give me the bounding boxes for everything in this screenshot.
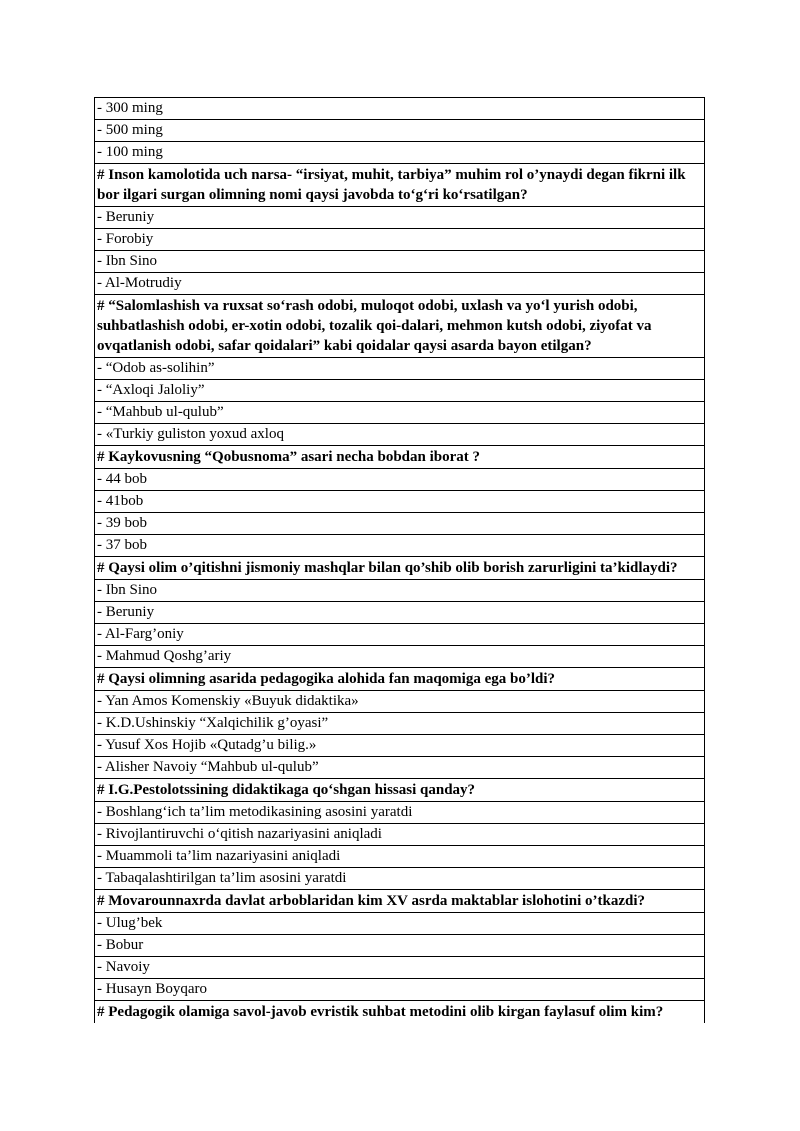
answer-option-row bbox=[95, 402, 705, 424]
answer-option-text: - Forobiy bbox=[95, 229, 705, 251]
answer-option-text: - 41bob bbox=[95, 491, 705, 513]
answer-option-row bbox=[95, 957, 705, 979]
question-row bbox=[95, 295, 705, 358]
question-text: # Qaysi olimning asarida pedagogika alohida fan maqomiga ega bo’ldi? bbox=[95, 668, 705, 691]
question-text: # Qaysi olim o’qitishni jismoniy mashqlar bilan qo’shib olib borish zarurligini ta’kidlaydi? bbox=[95, 557, 705, 580]
answer-option-row bbox=[95, 846, 705, 868]
answer-option-text: - Yusuf Xos Hojib «Qutadg’u bilig.» bbox=[95, 735, 705, 757]
question-row bbox=[95, 557, 705, 580]
answer-option-row bbox=[95, 98, 705, 120]
answer-option-row bbox=[95, 142, 705, 164]
answer-option-row bbox=[95, 691, 705, 713]
answer-option-text: - «Turkiy guliston yoxud axloq bbox=[95, 424, 705, 446]
answer-option-text: - 500 ming bbox=[95, 120, 705, 142]
answer-option-text: - Ulug’bek bbox=[95, 913, 705, 935]
question-text: # I.G.Pestolotssining didaktikaga qo‘shgan hissasi qanday? bbox=[95, 779, 705, 802]
answer-option-text: - Bobur bbox=[95, 935, 705, 957]
answer-option-row bbox=[95, 757, 705, 779]
answer-option-row bbox=[95, 251, 705, 273]
answer-option-text: - Beruniy bbox=[95, 207, 705, 229]
answer-option-text: - Tabaqalashtirilgan ta’lim asosini yaratdi bbox=[95, 868, 705, 890]
answer-option-text: - Navoiy bbox=[95, 957, 705, 979]
answer-option-row bbox=[95, 120, 705, 142]
question-text: # Inson kamolotida uch narsa- “irsiyat, muhit, tarbiya” muhim rol o’ynaydi degan fikrni ilk bor ilgari surgan olimning nomi qaysi javobda to‘g‘ri ko‘rsatilgan? bbox=[95, 164, 705, 207]
answer-option-row bbox=[95, 624, 705, 646]
answer-option-text: - “Mahbub ul-qulub” bbox=[95, 402, 705, 424]
answer-option-text: - Husayn Boyqaro bbox=[95, 979, 705, 1001]
question-row bbox=[95, 668, 705, 691]
question-row bbox=[95, 890, 705, 913]
answer-option-row bbox=[95, 273, 705, 295]
question-text: # Kaykovusning “Qobusnoma” asari necha bobdan iborat ? bbox=[95, 446, 705, 469]
answer-option-text: - K.D.Ushinskiy “Xalqichilik g’oyasi” bbox=[95, 713, 705, 735]
answer-option-row bbox=[95, 602, 705, 624]
answer-option-row bbox=[95, 713, 705, 735]
answer-option-row bbox=[95, 735, 705, 757]
quiz-table bbox=[94, 97, 705, 1023]
question-text: # “Salomlashish va ruxsat so‘rash odobi, muloqot odobi, uxlash va yo‘l yurish odobi, suhbatlashish odobi, er-xotin odobi, tozalik qoi-dalari, mehmon kutsh odobi, ziyofat va ovqatlanish odobi, safar qoidalari” kabi qoidalar qaysi asarda bayon etilgan? bbox=[95, 295, 705, 358]
answer-option-row bbox=[95, 580, 705, 602]
answer-option-row bbox=[95, 513, 705, 535]
answer-option-row bbox=[95, 913, 705, 935]
answer-option-row bbox=[95, 646, 705, 668]
answer-option-text: - Rivojlantiruvchi o‘qitish nazariyasini aniqladi bbox=[95, 824, 705, 846]
answer-option-text: - Muammoli ta’lim nazariyasini aniqladi bbox=[95, 846, 705, 868]
answer-option-row bbox=[95, 229, 705, 251]
answer-option-row bbox=[95, 469, 705, 491]
answer-option-text: - 300 ming bbox=[95, 98, 705, 120]
answer-option-row bbox=[95, 979, 705, 1001]
answer-option-text: - Al-Farg’oniy bbox=[95, 624, 705, 646]
question-text: # Movarounnaxrda davlat arboblaridan kim XV asrda maktablar islohotini o’tkazdi? bbox=[95, 890, 705, 913]
answer-option-text: - Mahmud Qoshg’ariy bbox=[95, 646, 705, 668]
answer-option-row bbox=[95, 358, 705, 380]
answer-option-row bbox=[95, 824, 705, 846]
question-row bbox=[95, 164, 705, 207]
answer-option-row bbox=[95, 935, 705, 957]
answer-option-text: - 39 bob bbox=[95, 513, 705, 535]
answer-option-text: - “Axloqi Jaloliy” bbox=[95, 380, 705, 402]
answer-option-row bbox=[95, 868, 705, 890]
answer-option-text: - 44 bob bbox=[95, 469, 705, 491]
answer-option-row bbox=[95, 207, 705, 229]
quiz-table-body bbox=[95, 98, 705, 1024]
answer-option-text: - “Odob as-solihin” bbox=[95, 358, 705, 380]
answer-option-text: - Al-Motrudiy bbox=[95, 273, 705, 295]
question-row bbox=[95, 779, 705, 802]
question-text: # Pedagogik olamiga savol-javob evristik suhbat metodini olib kirgan faylasuf olim kim? bbox=[95, 1001, 705, 1024]
answer-option-row bbox=[95, 491, 705, 513]
answer-option-text: - Alisher Navoiy “Mahbub ul-qulub” bbox=[95, 757, 705, 779]
answer-option-text: - Yan Amos Komenskiy «Buyuk didaktika» bbox=[95, 691, 705, 713]
question-row bbox=[95, 446, 705, 469]
answer-option-text: - 37 bob bbox=[95, 535, 705, 557]
document-page bbox=[94, 97, 705, 1023]
answer-option-text: - Boshlang‘ich ta’lim metodikasining asosini yaratdi bbox=[95, 802, 705, 824]
answer-option-row bbox=[95, 535, 705, 557]
answer-option-text: - Ibn Sino bbox=[95, 251, 705, 273]
answer-option-row bbox=[95, 424, 705, 446]
answer-option-text: - 100 ming bbox=[95, 142, 705, 164]
question-row bbox=[95, 1001, 705, 1024]
answer-option-text: - Ibn Sino bbox=[95, 580, 705, 602]
answer-option-row bbox=[95, 380, 705, 402]
answer-option-row bbox=[95, 802, 705, 824]
answer-option-text: - Beruniy bbox=[95, 602, 705, 624]
